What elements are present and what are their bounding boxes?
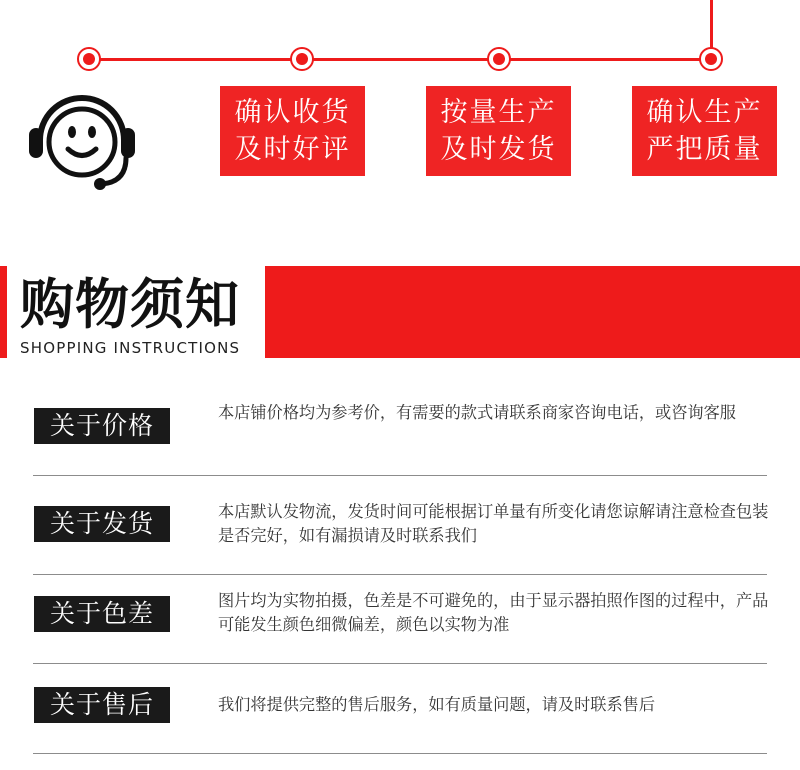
step-confirm-receipt <box>220 86 365 176</box>
step-line: 按量生产 <box>440 97 557 128</box>
section-desc-shipping: 本店默认发物流，发货时间可能根据订单量有所变化请您谅解请注意检查包装是否完好，如有漏损请及时联系我们 <box>218 502 769 545</box>
step-line: 及时发货 <box>440 134 557 165</box>
divider <box>33 475 767 476</box>
header-red-band <box>265 266 800 358</box>
flow-node <box>290 47 314 71</box>
page-title: 购物须知 <box>20 273 240 336</box>
step-quality <box>632 86 777 176</box>
header-accent-bar <box>0 266 7 358</box>
flow-line <box>88 58 713 61</box>
section-label-shipping: 关于发货 <box>34 506 170 542</box>
section-desc-after-sales: 我们将提供完整的售后服务，如有质量问题，请及时联系售后 <box>218 695 656 714</box>
flow-node <box>487 47 511 71</box>
flow-node <box>699 47 723 71</box>
divider <box>33 574 767 575</box>
page-subtitle: SHOPPING INSTRUCTIONS <box>20 339 241 357</box>
step-line: 确认生产 <box>646 97 763 128</box>
step-line: 及时好评 <box>234 134 351 165</box>
section-desc-color: 图片均为实物拍摄，色差是不可避免的，由于显示器拍照作图的过程中，产品可能发生颜色细微偏差，颜色以实物为准 <box>218 591 769 634</box>
section-label-price: 关于价格 <box>34 408 170 444</box>
divider <box>33 753 767 754</box>
flow-node <box>77 47 101 71</box>
divider <box>33 663 767 664</box>
customer-service-headset-icon <box>26 92 138 192</box>
step-line: 严把质量 <box>646 134 763 165</box>
section-desc-price: 本店铺价格均为参考价，有需要的款式请联系商家咨询电话，或咨询客服 <box>218 403 736 422</box>
step-line: 确认收货 <box>234 97 351 128</box>
section-label-after-sales: 关于售后 <box>34 687 170 723</box>
step-production <box>426 86 571 176</box>
section-label-color: 关于色差 <box>34 596 170 632</box>
